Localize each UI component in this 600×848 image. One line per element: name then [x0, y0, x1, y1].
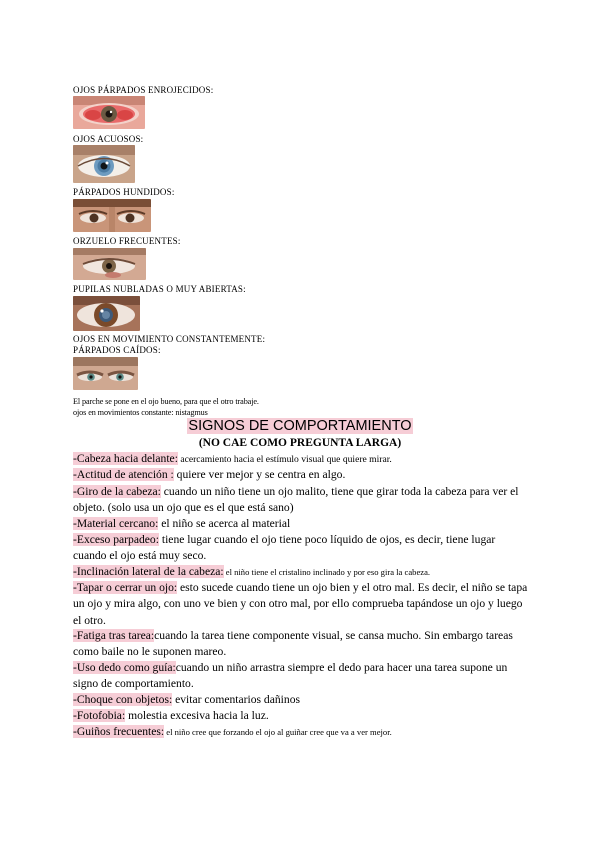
drooping-eyelids-photo [73, 357, 138, 390]
note-nystagmus: ojos en movimientos constante: nistagmus [73, 408, 208, 417]
sign-head-turn: -Giro de la cabeza: cuando un niño tiene un ojo malito, tiene que girar toda la cabeza para ver el objeto. (solo usa un ojo que es el que está sano) [73, 485, 519, 515]
sign-frequent-winks: -Guiños frecuentes: el niño cree que forzando el ojo al guiñar cree que va a ver mejor. [73, 725, 392, 738]
sign-finger-guide: -Uso dedo como guía:cuando un niño arrastra siempre el dedo para hacer una tarea supone un signo de comportamiento. [73, 661, 508, 691]
section-title: SIGNOS DE COMPORTAMIENTO [188, 418, 412, 434]
caption-watery-eyes: OJOS ACUOSOS: [73, 134, 144, 144]
red-eye-photo [73, 96, 145, 129]
section-subtitle: (NO CAE COMO PREGUNTA LARGA) [198, 437, 402, 449]
sign-excess-blinking: -Exceso parpadeo: tiene lugar cuando el ojo tiene poco líquido de ojos, es decir, tiene lugar cuando el ojo está muy seco. [73, 533, 496, 563]
sign-head-forward: -Cabeza hacia delante: acercamiento hacia el estímulo visual que quiere mirar. [73, 452, 392, 465]
caption-drooping-eyelids: PÁRPADOS CAÍDOS: [73, 345, 161, 355]
sign-fatigue: -Fatiga tras tarea:cuando la tarea tiene componente visual, se cansa mucho. Sin embargo tareas como baile no le suponen mareo. [73, 629, 513, 659]
sign-close-material: -Material cercano: el niño se acerca al material [73, 517, 291, 530]
caption-stye: ORZUELO FRECUENTES: [73, 236, 181, 246]
caption-sunken-eyelids: PÁRPADOS HUNDIDOS: [73, 187, 175, 197]
sign-cover-eye: -Tapar o cerrar un ojo: esto sucede cuando tiene un ojo bien y el otro mal. Es decir, el niño se tapa un ojo y mira algo, con uno ve bien y con otro mal, por ello comprueba tapándose un ojo y luego el otro. [73, 581, 528, 627]
sign-photophobia: -Fotofobia: molestia excesiva hacia la luz. [73, 709, 269, 722]
sunken-eyelids-photo [73, 199, 151, 232]
watery-eye-photo [73, 145, 135, 183]
sign-head-tilt: -Inclinación lateral de la cabeza: el niño tiene el cristalino inclinado y por eso gira la cabeza. [73, 565, 431, 578]
caption-moving-eyes: OJOS EN MOVIMIENTO CONSTANTEMENTE: [73, 334, 266, 344]
caption-red-eyelids: OJOS PÁRPADOS ENROJECIDOS: [73, 85, 214, 95]
sign-bump-objects: -Choque con objetos: evitar comentarios dañinos [73, 693, 301, 706]
caption-cloudy-pupils: PUPILAS NUBLADAS O MUY ABIERTAS: [73, 284, 246, 294]
stye-eye-photo [73, 248, 146, 280]
cloudy-pupil-photo [73, 296, 140, 331]
sign-attention: -Actitud de atención : quiere ver mejor y se centra en algo. [73, 468, 346, 481]
note-patch: El parche se pone en el ojo bueno, para que el otro trabaje. [73, 397, 259, 406]
